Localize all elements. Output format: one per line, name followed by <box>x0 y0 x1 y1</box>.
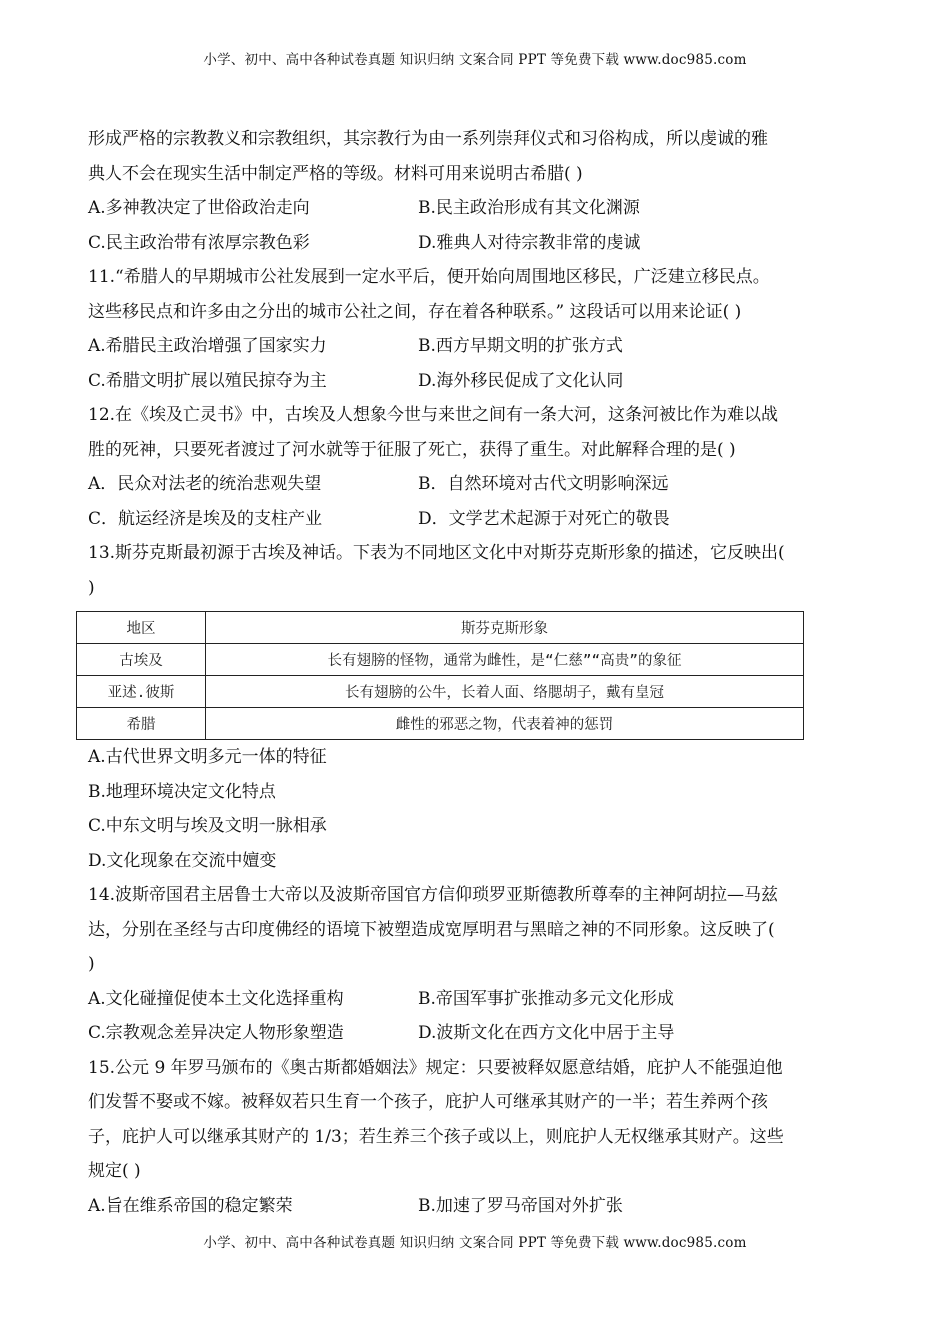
question-13 <box>88 536 868 878</box>
options-row <box>88 1016 868 1051</box>
option-b: B.加速了罗马帝国对外扩张 <box>418 1195 623 1216</box>
table-header-cell: 斯芬克斯形象 <box>206 612 804 644</box>
question-text-line: 15.公元 9 年罗马颁布的《奥古斯都婚姻法》规定：只要被释奴愿意结婚，庇护人不能强迫他 <box>88 1057 783 1078</box>
option-b: B.帝国军事扩张推动多元文化形成 <box>418 988 674 1009</box>
table-cell: 古埃及 <box>77 644 206 676</box>
question-text-line: 胜的死神，只要死者渡过了河水就等于征服了死亡，获得了重生。对此解释合理的是( ) <box>88 439 736 460</box>
question-text-line: 这些移民点和许多由之分出的城市公社之间，存在着各种联系。” 这段话可以用来论证( ) <box>88 301 742 322</box>
option-a: A.希腊民主政治增强了国家实力 <box>88 336 327 356</box>
question-15 <box>88 1051 868 1224</box>
page-footer: 小学、初中、高中各种试卷真题 知识归纳 文案合同 PPT 等免费下载 www.doc985.com <box>203 1235 747 1251</box>
option-d: D.波斯文化在西方文化中居于主导 <box>418 1023 675 1043</box>
question-text-line: 11.“希腊人的早期城市公社发展到一定水平后，便开始向周围地区移民，广泛建立移民点。 <box>88 267 770 287</box>
exam-content <box>88 122 868 1223</box>
option-d: D．文学艺术起源于对死亡的敬畏 <box>418 508 670 529</box>
table-header-row <box>77 612 804 644</box>
option-a: A.古代世界文明多元一体的特征 <box>88 747 327 767</box>
question-text-line: ) <box>88 954 95 974</box>
page-header: 小学、初中、高中各种试卷真题 知识归纳 文案合同 PPT 等免费下载 www.doc985.com <box>203 52 747 68</box>
options-row <box>88 1189 868 1224</box>
table-row <box>77 708 804 740</box>
options-row <box>88 191 868 226</box>
table-header-cell: 地区 <box>77 612 206 644</box>
question-text-line: 12.在《埃及亡灵书》中，古埃及人想象今世与来世之间有一条大河，这条河被比作为难以战 <box>88 405 779 425</box>
question-10 <box>88 122 868 260</box>
option-b: B.地理环境决定文化特点 <box>88 781 276 802</box>
table-cell: 希腊 <box>77 708 206 740</box>
option-c: C．航运经济是埃及的支柱产业 <box>88 508 323 529</box>
sphinx-table <box>76 611 804 740</box>
question-12 <box>88 398 868 536</box>
option-b: B．自然环境对古代文明影响深远 <box>418 474 669 494</box>
question-text-line: 们发誓不娶或不嫁。被释奴若只生育一个孩子，庇护人可继承其财产的一半；若生养两个孩 <box>88 1092 768 1112</box>
options-row <box>88 364 868 399</box>
option-c: C.民主政治带有浓厚宗教色彩 <box>88 232 310 253</box>
table-row <box>77 676 804 708</box>
option-a: A.旨在维系帝国的稳定繁荣 <box>88 1195 293 1216</box>
table-cell: 长有翅膀的公牛，长着人面、络腮胡子，戴有皇冠 <box>206 676 804 708</box>
option-b: B.西方早期文明的扩张方式 <box>418 336 623 356</box>
option-d: D.海外移民促成了文化认同 <box>418 370 624 391</box>
option-d: D.雅典人对待宗教非常的虔诚 <box>418 232 641 253</box>
option-a: A.文化碰撞促使本土文化选择重构 <box>88 988 344 1009</box>
options-row <box>88 502 868 537</box>
question-text-line: 子，庇护人可以继承其财产的 1/3；若生养三个孩子或以上，则庇护人无权继承其财产。这些 <box>88 1126 784 1147</box>
options-row <box>88 982 868 1017</box>
options-row <box>88 329 868 364</box>
option-a: A.多神教决定了世俗政治走向 <box>88 198 310 218</box>
question-text-line: 典人不会在现实生活中制定严格的等级。材料可用来说明古希腊( ) <box>88 163 583 184</box>
option-d: D.文化现象在交流中嬗变 <box>88 850 277 871</box>
question-text-line: 形成严格的宗教教义和宗教组织，其宗教行为由一系列崇拜仪式和习俗构成，所以虔诚的雅 <box>88 129 768 149</box>
options-row <box>88 467 868 502</box>
table-cell: 长有翅膀的怪物，通常为雌性，是“仁慈”“高贵”的象征 <box>206 644 804 676</box>
option-b: B.民主政治形成有其文化渊源 <box>418 198 640 218</box>
question-11 <box>88 260 868 398</box>
table-cell: 雌性的邪恶之物，代表着神的惩罚 <box>206 708 804 740</box>
question-14 <box>88 878 868 1051</box>
question-text-line: 达，分别在圣经与古印度佛经的语境下被塑造成宽厚明君与黑暗之神的不同形象。这反映了( <box>88 919 775 940</box>
option-c: C.希腊文明扩展以殖民掠夺为主 <box>88 370 327 391</box>
option-c: C.宗教观念差异决定人物形象塑造 <box>88 1023 344 1043</box>
option-a: A．民众对法老的统治悲观失望 <box>88 474 322 494</box>
question-text-line: 14.波斯帝国君主居鲁士大帝以及波斯帝国官方信仰琐罗亚斯德教所尊奉的主神阿胡拉—马兹 <box>88 885 779 905</box>
option-c: C.中东文明与埃及文明一脉相承 <box>88 816 327 836</box>
table-cell: 亚述.彼斯 <box>77 676 206 708</box>
question-text-line: ) <box>88 577 95 598</box>
question-text-line: 13.斯芬克斯最初源于古埃及神话。下表为不同地区文化中对斯芬克斯形象的描述，它反映出( <box>88 543 785 563</box>
table-row <box>77 644 804 676</box>
question-text-line: 规定( ) <box>88 1161 141 1181</box>
options-row <box>88 226 868 261</box>
